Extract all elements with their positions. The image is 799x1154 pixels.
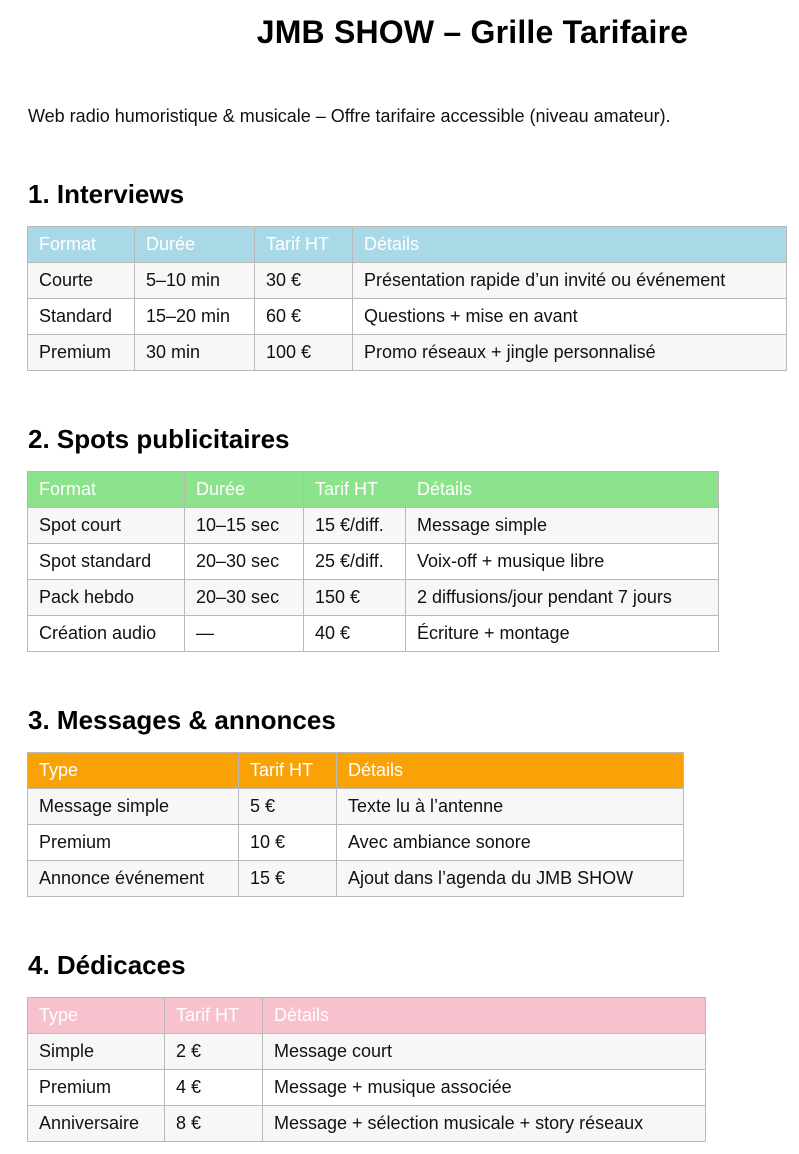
table-row	[28, 1106, 706, 1142]
table-cell: 30 min	[135, 335, 255, 371]
table-cell: Message + musique associée	[263, 1070, 706, 1106]
table-cell: Message + sélection musicale + story réseaux	[263, 1106, 706, 1142]
table-cell: Simple	[28, 1034, 165, 1070]
table-cell: Voix-off + musique libre	[406, 544, 719, 580]
column-header: Durée	[185, 472, 304, 508]
table-cell: Courte	[28, 263, 135, 299]
section-heading-interviews: 1. Interviews	[28, 179, 185, 209]
table-cell: 15 €/diff.	[304, 508, 406, 544]
table-cell: Ajout dans l’agenda du JMB SHOW	[337, 861, 684, 897]
table-cell: 2 €	[165, 1034, 263, 1070]
table-cell: Création audio	[28, 616, 185, 652]
table-cell: Annonce événement	[28, 861, 239, 897]
table-row	[28, 580, 719, 616]
table-cell: 5–10 min	[135, 263, 255, 299]
table-row	[28, 335, 787, 371]
table-row	[28, 544, 719, 580]
table-cell: 25 €/diff.	[304, 544, 406, 580]
table-cell: Message simple	[28, 789, 239, 825]
table-cell: 20–30 sec	[185, 544, 304, 580]
table-row	[28, 508, 719, 544]
table-cell: Avec ambiance sonore	[337, 825, 684, 861]
table-spots	[27, 471, 719, 652]
table-cell: 8 €	[165, 1106, 263, 1142]
column-header: Tarif HT	[304, 472, 406, 508]
table-cell: —	[185, 616, 304, 652]
table-cell: Pack hebdo	[28, 580, 185, 616]
table-row	[28, 1070, 706, 1106]
table-cell: 20–30 sec	[185, 580, 304, 616]
table-cell: Message simple	[406, 508, 719, 544]
document-subtitle: Web radio humoristique & musicale – Offre tarifaire accessible (niveau amateur).	[28, 106, 671, 126]
table-cell: 4 €	[165, 1070, 263, 1106]
table-header-row	[28, 753, 684, 789]
column-header: Tarif HT	[239, 753, 337, 789]
column-header: Détails	[406, 472, 719, 508]
table-cell: Message court	[263, 1034, 706, 1070]
table-cell: 30 €	[255, 263, 353, 299]
table-cell: Spot court	[28, 508, 185, 544]
table-row	[28, 789, 684, 825]
table-cell: 100 €	[255, 335, 353, 371]
table-cell: 10–15 sec	[185, 508, 304, 544]
column-header: Type	[28, 998, 165, 1034]
column-header: Durée	[135, 227, 255, 263]
table-row	[28, 616, 719, 652]
column-header: Type	[28, 753, 239, 789]
table-header-row	[28, 227, 787, 263]
table-cell: Texte lu à l’antenne	[337, 789, 684, 825]
table-cell: 2 diffusions/jour pendant 7 jours	[406, 580, 719, 616]
table-interviews	[27, 226, 787, 371]
table-row	[28, 861, 684, 897]
table-row	[28, 299, 787, 335]
table-cell: Présentation rapide d’un invité ou événement	[353, 263, 787, 299]
table-cell: 40 €	[304, 616, 406, 652]
table-row	[28, 263, 787, 299]
table-cell: Anniversaire	[28, 1106, 165, 1142]
table-dedicaces	[27, 997, 706, 1142]
table-row	[28, 825, 684, 861]
table-cell: 15–20 min	[135, 299, 255, 335]
table-row	[28, 1034, 706, 1070]
column-header: Tarif HT	[165, 998, 263, 1034]
table-cell: Écriture + montage	[406, 616, 719, 652]
table-cell: 10 €	[239, 825, 337, 861]
column-header: Détails	[337, 753, 684, 789]
table-cell: Standard	[28, 299, 135, 335]
table-cell: 15 €	[239, 861, 337, 897]
table-cell: Spot standard	[28, 544, 185, 580]
table-header-row	[28, 998, 706, 1034]
column-header: Format	[28, 227, 135, 263]
section-heading-dedicaces: 4. Dédicaces	[28, 950, 186, 980]
section-heading-messages: 3. Messages & annonces	[28, 705, 336, 735]
table-cell: Premium	[28, 1070, 165, 1106]
table-messages	[27, 752, 684, 897]
column-header: Format	[28, 472, 185, 508]
table-header-row	[28, 472, 719, 508]
table-cell: Premium	[28, 825, 239, 861]
column-header: Tarif HT	[255, 227, 353, 263]
table-cell: 5 €	[239, 789, 337, 825]
section-heading-spots: 2. Spots publicitaires	[28, 424, 290, 454]
table-cell: Premium	[28, 335, 135, 371]
table-cell: 150 €	[304, 580, 406, 616]
document-title: JMB SHOW – Grille Tarifaire	[256, 14, 689, 50]
column-header: Détails	[353, 227, 787, 263]
column-header: Détails	[263, 998, 706, 1034]
table-cell: 60 €	[255, 299, 353, 335]
table-cell: Questions + mise en avant	[353, 299, 787, 335]
table-cell: Promo réseaux + jingle personnalisé	[353, 335, 787, 371]
